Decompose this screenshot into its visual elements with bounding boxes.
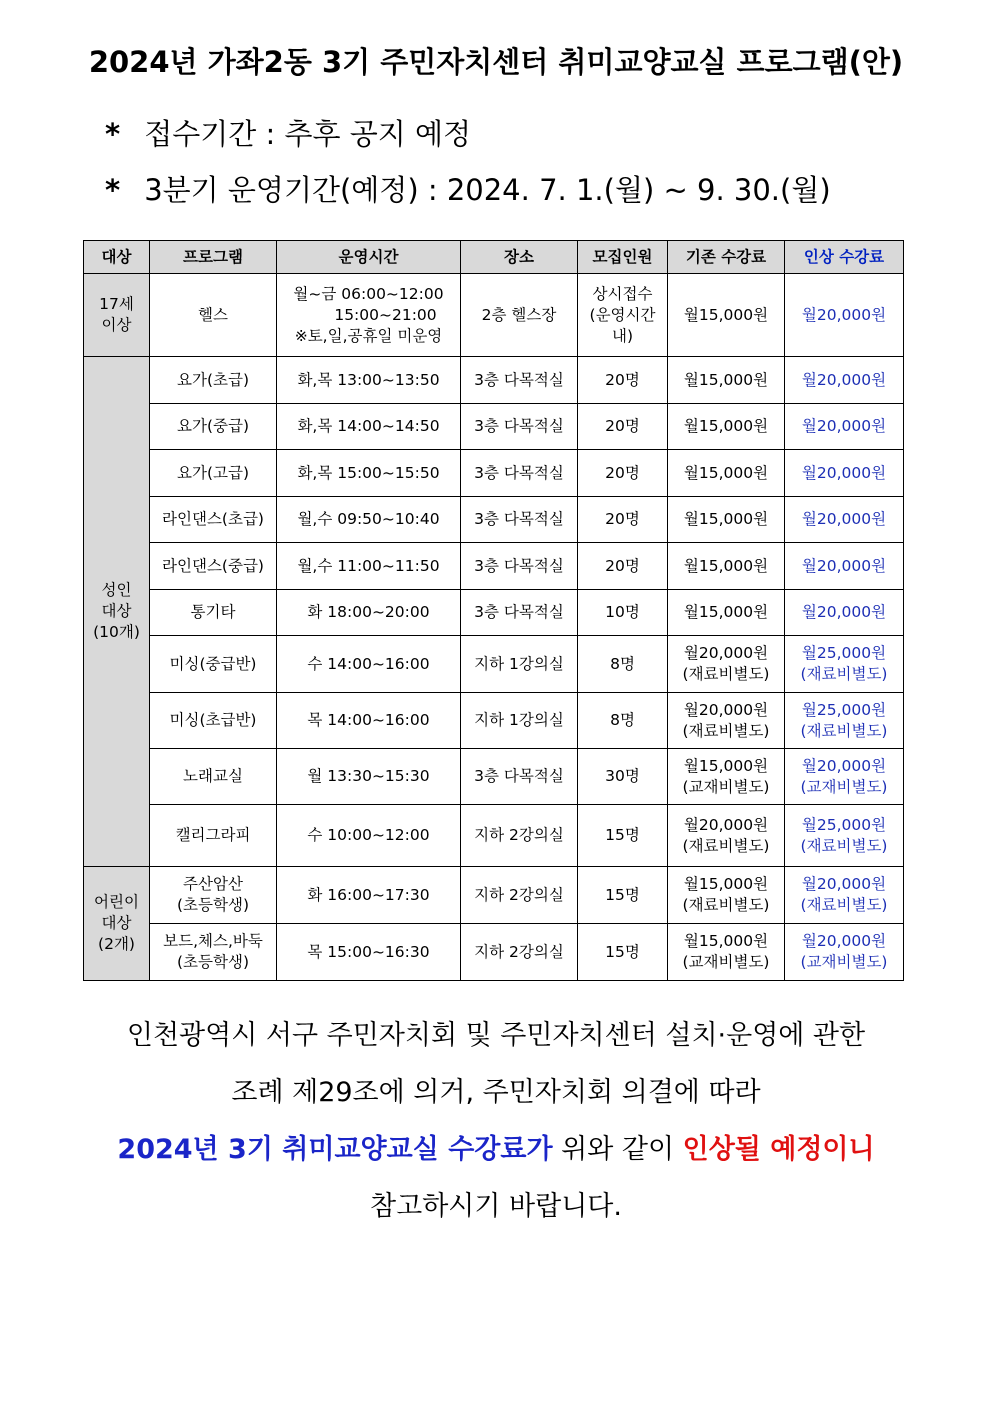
header-program: 프로그램: [150, 241, 277, 274]
cell-hours-line: 화,목 14:00~14:50: [297, 417, 440, 435]
cell-fee-new-line: (재료비별도): [800, 896, 888, 914]
cell-capacity: [578, 693, 668, 749]
cell-fee-new: [785, 805, 904, 867]
cell-hours-line: 목 15:00~16:30: [307, 942, 430, 961]
cell-hours-line: 목 14:00~16:00: [307, 711, 430, 729]
cell-program: [150, 693, 277, 749]
cell-fee-old-line: 월15,000원: [683, 305, 769, 324]
cell-fee-new-line: 월20,000원: [801, 305, 887, 324]
header-target: 대상: [84, 241, 150, 274]
cell-fee-new-line: 월20,000원: [801, 756, 887, 775]
cell-fee-new-line: 월20,000원: [801, 370, 887, 389]
notice-application-period: [105, 112, 471, 153]
cell-hours: [277, 805, 461, 867]
cell-fee-old: [668, 450, 785, 497]
cell-fee-old: [668, 749, 785, 805]
cell-hours-line: 화 18:00~20:00: [307, 603, 430, 621]
notice-text: 접수기간 : 추후 공지 예정: [144, 117, 472, 151]
cell-program-line: 노래교실: [183, 767, 243, 785]
table-row: [84, 805, 904, 867]
cell-hours-line: 월 13:30~15:30: [307, 767, 430, 785]
cell-fee-old: [668, 805, 785, 867]
table-row: [84, 867, 904, 924]
cell-hours: [277, 924, 461, 981]
cell-fee-new-line: (교재비별도): [800, 953, 888, 971]
group-label-line: (2개): [98, 935, 135, 953]
cell-fee-new: [785, 404, 904, 450]
cell-program-line: 보드,체스,바둑: [163, 932, 263, 950]
cell-hours: [277, 867, 461, 924]
cell-place: 지하 2강의실: [461, 805, 578, 867]
cell-fee-old: [668, 404, 785, 450]
cell-program-line: 요가(고급): [177, 463, 249, 482]
cell-hours: [277, 636, 461, 693]
cell-program-line: 라인댄스(초급): [162, 510, 264, 528]
cell-fee-new-line: (재료비별도): [800, 721, 888, 740]
cell-hours-line: 화,목 15:00~15:50: [297, 463, 440, 482]
cell-capacity-line: 30명: [605, 767, 640, 785]
header-place: 장소: [461, 241, 578, 274]
cell-hours-line: 월,수 09:50~10:40: [297, 510, 440, 528]
cell-hours-line: 수 14:00~16:00: [307, 654, 430, 673]
cell-fee-new-line: 월20,000원: [801, 510, 887, 528]
header-capacity: 모집인원: [578, 241, 668, 274]
cell-fee-old: [668, 357, 785, 404]
cell-place: 3층 다목적실: [461, 450, 578, 497]
table-body: [84, 274, 904, 981]
group-label: [84, 274, 150, 357]
cell-program-line: 요가(중급): [177, 417, 249, 435]
group-label-line: 17세: [99, 295, 134, 313]
table-row: [84, 590, 904, 636]
group-label-line: (10개): [93, 623, 140, 641]
table-row: [84, 636, 904, 693]
cell-fee-old-line: (재료비별도): [682, 896, 770, 914]
cell-capacity-line: 15명: [605, 942, 640, 961]
cell-fee-old: [668, 867, 785, 924]
table-header-row: [84, 241, 904, 274]
cell-program-line: 주산암산: [183, 875, 243, 893]
cell-hours-line: 15:00~21:00: [334, 305, 437, 324]
cell-fee-new-line: 월25,000원: [801, 700, 887, 719]
cell-place: 지하 2강의실: [461, 924, 578, 981]
cell-program-line: 미싱(초급반): [169, 711, 257, 729]
bullet-star: *: [105, 117, 121, 151]
cell-capacity: [578, 867, 668, 924]
cell-fee-new: [785, 274, 904, 357]
group-label: [84, 357, 150, 867]
cell-fee-old: [668, 924, 785, 981]
cell-fee-new: [785, 636, 904, 693]
cell-program: [150, 357, 277, 404]
cell-fee-new: [785, 693, 904, 749]
cell-program: [150, 924, 277, 981]
cell-fee-old: [668, 636, 785, 693]
cell-fee-new-line: 월20,000원: [801, 875, 887, 893]
cell-hours: [277, 590, 461, 636]
cell-place: 3층 다목적실: [461, 543, 578, 590]
cell-fee-new-line: 월20,000원: [801, 417, 887, 435]
cell-capacity: [578, 636, 668, 693]
group-label-line: 대상: [101, 602, 132, 620]
group-label-line: 이상: [101, 316, 132, 334]
cell-fee-old-line: 월15,000원: [683, 756, 769, 775]
cell-program: [150, 867, 277, 924]
cell-fee-old-line: 월15,000원: [683, 463, 769, 482]
cell-program: [150, 450, 277, 497]
cell-fee-new: [785, 543, 904, 590]
program-table: [83, 240, 904, 981]
table-row: [84, 749, 904, 805]
footer-line-4: 참고하시기 바랍니다.: [370, 1191, 622, 1222]
cell-program: [150, 497, 277, 543]
cell-capacity: [578, 497, 668, 543]
cell-place: 3층 다목적실: [461, 590, 578, 636]
cell-fee-new: [785, 497, 904, 543]
cell-fee-new: [785, 867, 904, 924]
cell-fee-new-line: 월25,000원: [801, 644, 887, 662]
cell-capacity-line: 15명: [605, 826, 640, 844]
header-fee-old: 기존 수강료: [668, 241, 785, 274]
cell-program-line: 라인댄스(중급): [162, 556, 264, 575]
cell-program: [150, 274, 277, 357]
cell-capacity: [578, 924, 668, 981]
group-label: [84, 867, 150, 981]
footer-line-1: 인천광역시 서구 주민자치회 및 주민자치센터 설치·운영에 관한: [126, 1020, 866, 1051]
cell-program-line: (초등학생): [177, 896, 249, 914]
cell-hours: [277, 450, 461, 497]
cell-capacity-line: 10명: [605, 603, 640, 621]
cell-place: 3층 다목적실: [461, 404, 578, 450]
cell-hours: [277, 357, 461, 404]
cell-fee-old-line: (재료비별도): [682, 836, 770, 855]
table-row: [84, 357, 904, 404]
cell-program-line: (초등학생): [177, 953, 249, 971]
cell-fee-new-line: 월20,000원: [801, 932, 887, 950]
cell-fee-new: [785, 924, 904, 981]
cell-hours: [277, 693, 461, 749]
footer-highlight-red: 인상될 예정이니: [682, 1134, 875, 1165]
cell-place: 3층 다목적실: [461, 749, 578, 805]
cell-capacity: [578, 357, 668, 404]
cell-place: 2층 헬스장: [461, 274, 578, 357]
cell-fee-old-line: (재료비별도): [682, 721, 770, 740]
cell-program: [150, 805, 277, 867]
table-row: [84, 693, 904, 749]
cell-program-line: 미싱(중급반): [169, 654, 257, 673]
cell-hours-line: 월,수 11:00~11:50: [297, 556, 440, 575]
cell-place: 3층 다목적실: [461, 497, 578, 543]
cell-hours: [277, 274, 461, 357]
table-row: [84, 274, 904, 357]
cell-fee-new-line: 월20,000원: [801, 603, 887, 621]
cell-capacity: [578, 404, 668, 450]
cell-fee-new: [785, 450, 904, 497]
cell-program-line: 헬스: [198, 305, 228, 324]
bullet-star: *: [105, 173, 121, 207]
cell-capacity: [578, 450, 668, 497]
cell-capacity-line: 상시접수: [592, 284, 653, 303]
table-row: [84, 924, 904, 981]
table-row: [84, 450, 904, 497]
cell-fee-old-line: (교재비별도): [682, 777, 770, 796]
notice-text: 3분기 운영기간(예정) : 2024. 7. 1.(월) ~ 9. 30.(월): [144, 173, 831, 207]
cell-capacity: [578, 543, 668, 590]
cell-hours-line: ※토,일,공휴일 미운영: [294, 326, 443, 345]
cell-capacity-line: 20명: [605, 463, 640, 482]
cell-capacity-line: 8명: [610, 711, 635, 729]
cell-hours-line: 월~금 06:00~12:00: [293, 284, 444, 303]
cell-fee-old-line: 월20,000원: [683, 644, 769, 662]
cell-capacity-line: 20명: [605, 510, 640, 528]
cell-capacity: [578, 590, 668, 636]
cell-capacity: [578, 274, 668, 357]
group-label-line: 성인: [101, 581, 132, 599]
cell-fee-old-line: 월20,000원: [683, 700, 769, 719]
cell-program: [150, 590, 277, 636]
cell-hours-line: 화 16:00~17:30: [307, 885, 430, 904]
cell-fee-old: [668, 497, 785, 543]
cell-fee-old-line: (재료비별도): [682, 665, 770, 683]
cell-fee-old-line: 월20,000원: [683, 815, 769, 834]
cell-fee-new-line: (교재비별도): [800, 777, 888, 796]
cell-fee-new-line: (재료비별도): [800, 665, 888, 683]
cell-hours: [277, 404, 461, 450]
table-row: [84, 543, 904, 590]
cell-place: 지하 1강의실: [461, 693, 578, 749]
cell-place: 지하 2강의실: [461, 867, 578, 924]
cell-fee-old-line: 월15,000원: [683, 510, 769, 528]
cell-fee-old: [668, 543, 785, 590]
cell-capacity-line: 내): [611, 326, 634, 345]
cell-fee-old-line: 월15,000원: [683, 875, 769, 893]
cell-place: 지하 1강의실: [461, 636, 578, 693]
cell-capacity-line: 15명: [605, 885, 640, 904]
cell-hours: [277, 749, 461, 805]
cell-capacity-line: 8명: [610, 654, 635, 673]
footer-line-3: [0, 1127, 992, 1166]
cell-program: [150, 636, 277, 693]
cell-fee-new-line: (재료비별도): [800, 836, 888, 855]
cell-capacity-line: 20명: [605, 556, 640, 575]
cell-fee-old-line: 월15,000원: [683, 932, 769, 950]
header-fee-new: 인상 수강료: [785, 241, 904, 274]
header-hours: 운영시간: [277, 241, 461, 274]
cell-fee-new-line: 월20,000원: [801, 463, 887, 482]
cell-fee-old-line: (교재비별도): [682, 953, 770, 971]
cell-fee-old-line: 월15,000원: [683, 603, 769, 621]
cell-fee-new-line: 월25,000원: [801, 815, 887, 834]
group-label-line: 대상: [101, 914, 132, 932]
cell-place: 3층 다목적실: [461, 357, 578, 404]
cell-fee-old: [668, 590, 785, 636]
cell-hours-line: 화,목 13:00~13:50: [297, 370, 440, 389]
cell-capacity-line: 20명: [605, 417, 640, 435]
cell-fee-old-line: 월15,000원: [683, 556, 769, 575]
cell-capacity: [578, 805, 668, 867]
cell-fee-new: [785, 749, 904, 805]
cell-fee-old-line: 월15,000원: [683, 417, 769, 435]
cell-capacity: [578, 749, 668, 805]
cell-hours: [277, 543, 461, 590]
cell-fee-new-line: 월20,000원: [801, 556, 887, 575]
cell-program: [150, 404, 277, 450]
cell-capacity-line: 20명: [605, 370, 640, 389]
table-row: [84, 404, 904, 450]
footer-line-2: 조례 제29조에 의거, 주민자치회 의결에 따라: [231, 1077, 761, 1108]
page-title: 2024년 가좌2동 3기 주민자치센터 취미교양교실 프로그램(안): [88, 45, 904, 79]
cell-fee-old: [668, 693, 785, 749]
cell-fee-new: [785, 357, 904, 404]
cell-program-line: 통기타: [190, 603, 236, 621]
table-row: [84, 497, 904, 543]
cell-capacity-line: (운영시간: [589, 305, 656, 324]
cell-hours: [277, 497, 461, 543]
footer-highlight-blue: 2024년 3기 취미교양교실 수강료가: [117, 1134, 553, 1165]
cell-fee-old: [668, 274, 785, 357]
notice-operation-period: [105, 168, 831, 209]
cell-hours-line: 수 10:00~12:00: [307, 826, 430, 844]
cell-program-line: 캘리그라피: [175, 826, 251, 844]
cell-program-line: 요가(초급): [177, 370, 249, 389]
cell-fee-old-line: 월15,000원: [683, 370, 769, 389]
cell-program: [150, 749, 277, 805]
group-label-line: 어린이: [94, 893, 139, 911]
footer-text: 위와 같이: [552, 1134, 683, 1165]
cell-fee-new: [785, 590, 904, 636]
cell-program: [150, 543, 277, 590]
